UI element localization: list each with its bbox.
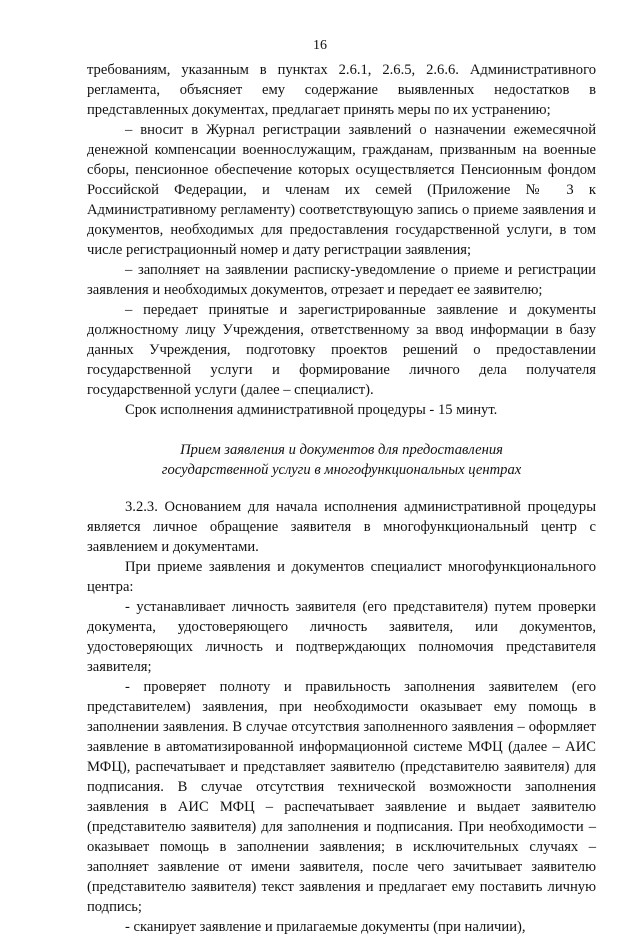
paragraph-journal-entry: – вносит в Журнал регистрации заявлений о назначении ежемесячной денежной компенсации военнослужащим, гражданам, призванным на военные сборы, пенсионное обеспечение которых осуществляется Пенсионным фондом Российской Федерации, и членам их семей (Приложение № 3 к Административному регламенту) соответствующую запись о приеме заявления и документов, необходимых для предоставления государственной услуги, в том числе регистрационный номер и дату регистрации заявления; bbox=[87, 122, 596, 258]
paragraph-form-check: - проверяет полноту и правильность заполнения заявителем (его представителем) заявления, при необходимости оказывает ему помощь в заполнении заявления. В случае отсутствия заполненного заявления – оформляет заявление в автоматизированной информационной системе МФЦ (далее – АИС МФЦ), распечатывает и представляет заявителю (представителю заявителя) для подписания. В случае отсутствия технической возможности заполнения заявления в АИС МФЦ – распечатывает заявление и выдает заявителю (представителю заявителя) для заполнения и подписания. При необходимости – оказывает помощь в заполнении заявления; в исключительных случаях – заполняет заявление от имени заявителя, после чего зачитывает заявителю (представителю заявителя) текст заявления и предлагает ему поставить личную подпись; bbox=[87, 679, 596, 915]
section-heading-line-2: государственной услуги в многофункциональных центрах bbox=[161, 462, 522, 478]
paragraph-transfer: – передает принятые и зарегистрированные заявление и документы должностному лицу Учреждения, ответственному за ввод информации в базу данных Учреждения, подготовку проектов решений о предоставлении государственной услуги и формирование личного дела получателя государственной услуги (далее – специалист). bbox=[87, 302, 596, 398]
paragraph-scan: - сканирует заявление и прилагаемые документы (при наличии), bbox=[125, 919, 526, 935]
paragraph-deadline: Срок исполнения административной процедуры - 15 минут. bbox=[125, 402, 498, 418]
paragraph-receipt: – заполняет на заявлении расписку-уведомление о приеме и регистрации заявления и необходимых документов, отрезает и передает ее заявителю; bbox=[87, 262, 596, 298]
document-body bbox=[87, 60, 596, 937]
paragraph-continuation: требованиям, указанным в пунктах 2.6.1, 2.6.5, 2.6.6. Административного регламента, объясняет ему содержание выявленных недостатков в представленных документах, предлагает принять меры по их устранению; bbox=[87, 62, 596, 118]
paragraph-3-2-3: 3.2.3. Основанием для начала исполнения административной процедуры является личное обращение заявителя в многофункциональный центр с заявлением и документами. bbox=[87, 499, 596, 555]
section-heading-line-1: Прием заявления и документов для предоставления bbox=[180, 442, 503, 458]
page-number: 16 bbox=[313, 38, 327, 53]
section-heading bbox=[87, 440, 596, 480]
paragraph-mfc-intro: При приеме заявления и документов специалист многофункционального центра: bbox=[87, 559, 596, 595]
paragraph-identity-check: - устанавливает личность заявителя (его представителя) путем проверки документа, удостоверяющего личность заявителя, или документов, удостоверяющих личность и подтверждающих полномочия представителя заявителя; bbox=[87, 599, 596, 675]
